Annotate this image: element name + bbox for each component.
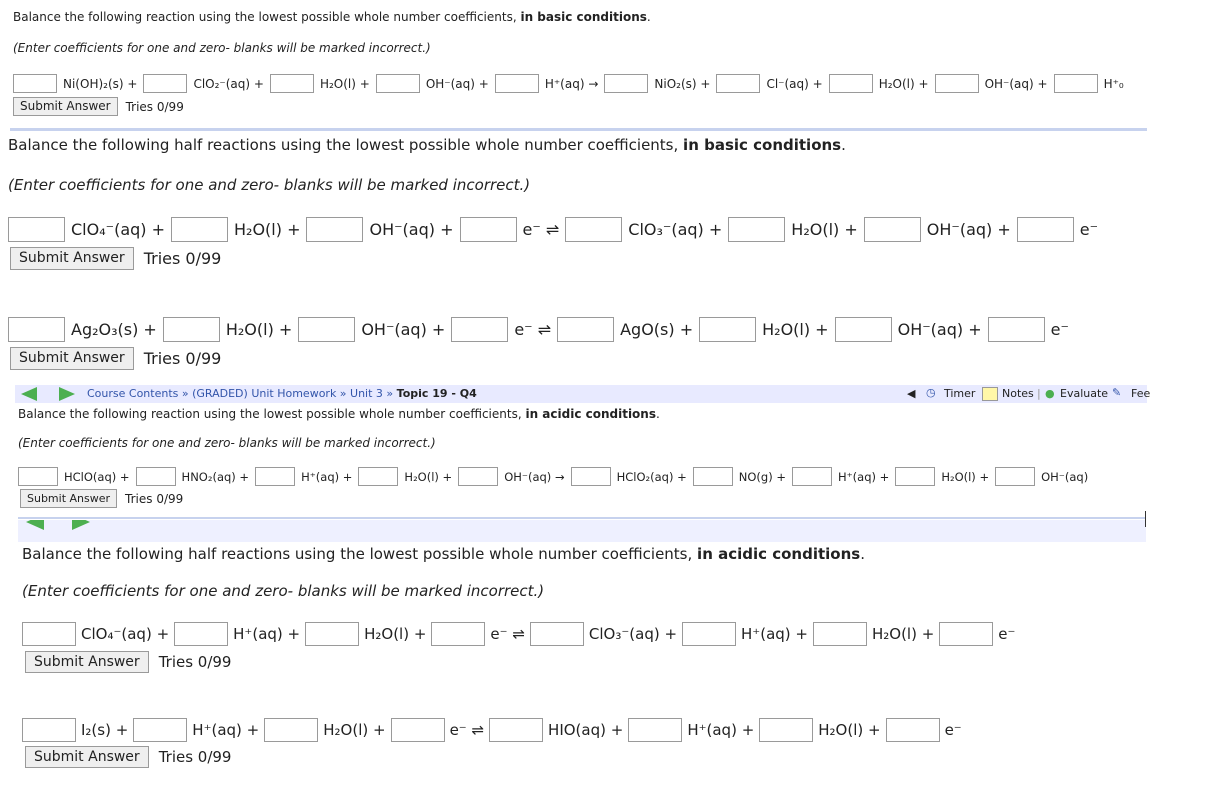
coefficient-input[interactable]	[264, 718, 318, 742]
species-label: HIO(aq) +	[548, 721, 624, 739]
instructions-acidic-reaction: Balance the following reaction using the lowest possible whole number coefficients, in acidic conditions.	[18, 407, 660, 421]
coefficient-input[interactable]	[995, 467, 1035, 486]
note-basic-half: (Enter coefficients for one and zero- blanks will be marked incorrect.)	[8, 176, 531, 194]
coefficient-input[interactable]	[22, 718, 76, 742]
species-label: H⁺(aq) +	[837, 469, 890, 484]
forward-arrow-icon[interactable]	[72, 520, 90, 530]
coefficient-input[interactable]	[136, 467, 176, 486]
coefficient-input[interactable]	[143, 74, 187, 93]
species-label: HClO(aq) +	[64, 469, 130, 484]
coefficient-input[interactable]	[571, 467, 611, 486]
species-label: H₂O(l) +	[234, 220, 301, 239]
feedback-icon: ✎	[1112, 386, 1122, 399]
coefficient-input[interactable]	[270, 74, 314, 93]
coefficient-input[interactable]	[699, 317, 756, 342]
species-label: H⁺(aq) →	[544, 76, 599, 91]
notes-icon	[982, 387, 998, 401]
species-label: ClO₄⁻(aq) +	[81, 625, 170, 643]
coefficient-input[interactable]	[306, 217, 363, 242]
species-label: I₂(s) +	[81, 721, 129, 739]
coefficient-input[interactable]	[305, 622, 359, 646]
clock-icon: ◷	[926, 386, 936, 399]
coefficient-input[interactable]	[835, 317, 892, 342]
section-divider	[10, 128, 1147, 131]
coefficient-input[interactable]	[693, 467, 733, 486]
back-arrow-icon[interactable]	[26, 520, 44, 530]
species-label: OH⁻(aq) →	[504, 469, 565, 484]
tries-counter: Tries 0/99	[125, 99, 184, 114]
note-acidic-half: (Enter coefficients for one and zero- blanks will be marked incorrect.)	[22, 582, 545, 600]
species-label: H₂O(l) +	[941, 469, 990, 484]
coefficient-input[interactable]	[18, 467, 58, 486]
coefficient-input[interactable]	[22, 622, 76, 646]
back-arrow-icon[interactable]	[21, 387, 37, 401]
species-label: ClO₄⁻(aq) +	[71, 220, 166, 239]
submit-answer-button[interactable]: Submit Answer	[10, 347, 134, 370]
coefficient-input[interactable]	[489, 718, 543, 742]
species-label: HNO₂(aq) +	[181, 469, 250, 484]
species-label: H⁺(aq) +	[233, 625, 301, 643]
tries-counter: Tries 0/99	[143, 249, 222, 268]
half-reaction-row	[22, 622, 1020, 646]
species-label: Cl⁻(aq) +	[766, 76, 823, 91]
species-label: HClO₂(aq) +	[616, 469, 687, 484]
feedback-link[interactable]: Fee	[1131, 387, 1151, 400]
species-label: e⁻	[998, 625, 1016, 643]
coefficient-input[interactable]	[458, 467, 498, 486]
species-label: ClO₃⁻(aq) +	[588, 625, 678, 643]
species-label: e⁻	[1050, 320, 1069, 339]
species-label: H⁺(aq) +	[687, 721, 755, 739]
submit-answer-button[interactable]: Submit Answer	[13, 97, 118, 116]
coefficient-input[interactable]	[895, 467, 935, 486]
coefficient-input[interactable]	[255, 467, 295, 486]
section-divider	[18, 517, 1146, 519]
species-label: OH⁻(aq) +	[926, 220, 1011, 239]
coefficient-input[interactable]	[13, 74, 57, 93]
species-label: e⁻ ⇌	[514, 320, 552, 339]
species-label: H⁺(aq) +	[741, 625, 808, 643]
coefficient-input[interactable]	[431, 622, 485, 646]
coefficient-input[interactable]	[682, 622, 736, 646]
evaluate-icon: ●	[1045, 387, 1055, 400]
coefficient-input[interactable]	[829, 74, 873, 93]
species-label: e⁻	[1079, 220, 1099, 239]
coefficient-input[interactable]	[495, 74, 539, 93]
coefficient-input[interactable]	[716, 74, 760, 93]
species-label: OH⁻(aq) +	[984, 76, 1048, 91]
species-label: e⁻	[944, 721, 962, 739]
coefficient-input[interactable]	[174, 622, 228, 646]
species-label: H₂O(l) +	[791, 220, 858, 239]
note-acidic-reaction: (Enter coefficients for one and zero- blanks will be marked incorrect.)	[18, 436, 436, 450]
species-label: ClO₂⁻(aq) +	[193, 76, 264, 91]
species-label: NiO₂(s) +	[654, 76, 711, 91]
instructions-acidic-half: Balance the following half reactions using the lowest possible whole number coefficients, in acidic conditions.	[22, 545, 865, 563]
coefficient-input[interactable]	[759, 718, 813, 742]
coefficient-input[interactable]	[133, 718, 187, 742]
species-label: OH⁻(aq) +	[369, 220, 454, 239]
notes-link[interactable]: Notes	[1002, 387, 1034, 400]
note-basic-reaction: (Enter coefficients for one and zero- blanks will be marked incorrect.)	[13, 41, 431, 55]
coefficient-input[interactable]	[376, 74, 420, 93]
species-label: Ag₂O₃(s) +	[71, 320, 157, 339]
species-label: NO(g) +	[738, 469, 786, 484]
submit-answer-button[interactable]: Submit Answer	[20, 489, 117, 508]
divider-bar: |	[1037, 387, 1041, 400]
species-label: H₂O(l) +	[762, 320, 829, 339]
coefficient-input[interactable]	[988, 317, 1045, 342]
tries-counter: Tries 0/99	[158, 653, 232, 671]
cropped-nav-bar	[18, 520, 1146, 542]
coefficient-input[interactable]	[460, 217, 517, 242]
forward-arrow-icon[interactable]	[59, 387, 75, 401]
coefficient-input[interactable]	[298, 317, 355, 342]
coefficient-input[interactable]	[8, 317, 65, 342]
species-label: H₂O(l) +	[225, 320, 293, 339]
coefficient-input[interactable]	[358, 467, 398, 486]
tries-counter: Tries 0/99	[158, 748, 232, 766]
species-label: H₂O(l) +	[323, 721, 386, 739]
species-label: H₂O(l) +	[319, 76, 370, 91]
coefficient-input[interactable]	[792, 467, 832, 486]
species-label: H⁺(aq) +	[301, 469, 353, 484]
species-label: H⁺(aq) +	[192, 721, 260, 739]
species-label: H₂O(l) +	[404, 469, 453, 484]
coefficient-input[interactable]	[557, 317, 614, 342]
species-label: AgO(s) +	[620, 320, 694, 339]
left-triangle-icon[interactable]: ◀	[907, 387, 916, 400]
species-label: OH⁻(aq) +	[361, 320, 446, 339]
coefficient-input[interactable]	[935, 74, 979, 93]
coefficient-input[interactable]	[451, 317, 508, 342]
submit-answer-button[interactable]: Submit Answer	[10, 247, 134, 270]
tries-counter: Tries 0/99	[143, 349, 222, 368]
coefficient-input[interactable]	[1054, 74, 1098, 93]
evaluate-link[interactable]: Evaluate	[1060, 387, 1109, 400]
equation-row	[18, 467, 1094, 486]
species-label: ClO₃⁻(aq) +	[628, 220, 723, 239]
species-label: H₂O(l) +	[364, 625, 427, 643]
coefficient-input[interactable]	[1017, 217, 1074, 242]
coefficient-input[interactable]	[886, 718, 940, 742]
coefficient-input[interactable]	[939, 622, 993, 646]
coefficient-input[interactable]	[565, 217, 622, 242]
half-reaction-row	[8, 317, 1075, 342]
coefficient-input[interactable]	[628, 718, 682, 742]
coefficient-input[interactable]	[864, 217, 921, 242]
species-label: H₂O(l) +	[878, 76, 929, 91]
species-label: OH⁻(aq)	[1041, 469, 1089, 484]
half-reaction-row	[22, 718, 967, 742]
divider-tick	[1145, 511, 1146, 527]
species-label: OH⁻(aq) +	[897, 320, 982, 339]
species-label: Ni(OH)₂(s) +	[63, 76, 138, 91]
species-label: H⁺₀	[1103, 76, 1124, 91]
equation-row	[13, 74, 1130, 93]
species-label: e⁻ ⇌	[522, 220, 560, 239]
coefficient-input[interactable]	[171, 217, 228, 242]
timer-link[interactable]: Timer	[944, 387, 976, 400]
coefficient-input[interactable]	[728, 217, 785, 242]
instructions-basic-reaction: Balance the following reaction using the lowest possible whole number coefficients, in basic conditions.	[13, 10, 651, 24]
coefficient-input[interactable]	[604, 74, 648, 93]
breadcrumb: Course Contents » (GRADED) Unit Homework » Unit 3 » Topic 19 - Q4	[87, 387, 477, 400]
coefficient-input[interactable]	[530, 622, 584, 646]
species-label: OH⁻(aq) +	[425, 76, 489, 91]
species-label: e⁻ ⇌	[449, 721, 485, 739]
coefficient-input[interactable]	[163, 317, 220, 342]
course-nav-bar	[15, 385, 1151, 403]
coefficient-input[interactable]	[8, 217, 65, 242]
coefficient-input[interactable]	[813, 622, 867, 646]
coefficient-input[interactable]	[391, 718, 445, 742]
half-reaction-row	[8, 217, 1104, 242]
species-label: H₂O(l) +	[871, 625, 935, 643]
submit-answer-button[interactable]: Submit Answer	[25, 651, 149, 673]
species-label: H₂O(l) +	[818, 721, 881, 739]
tries-counter: Tries 0/99	[125, 491, 184, 506]
submit-answer-button[interactable]: Submit Answer	[25, 746, 149, 768]
species-label: e⁻ ⇌	[490, 625, 525, 643]
instructions-basic-half: Balance the following half reactions using the lowest possible whole number coefficients, in basic conditions.	[8, 136, 846, 154]
